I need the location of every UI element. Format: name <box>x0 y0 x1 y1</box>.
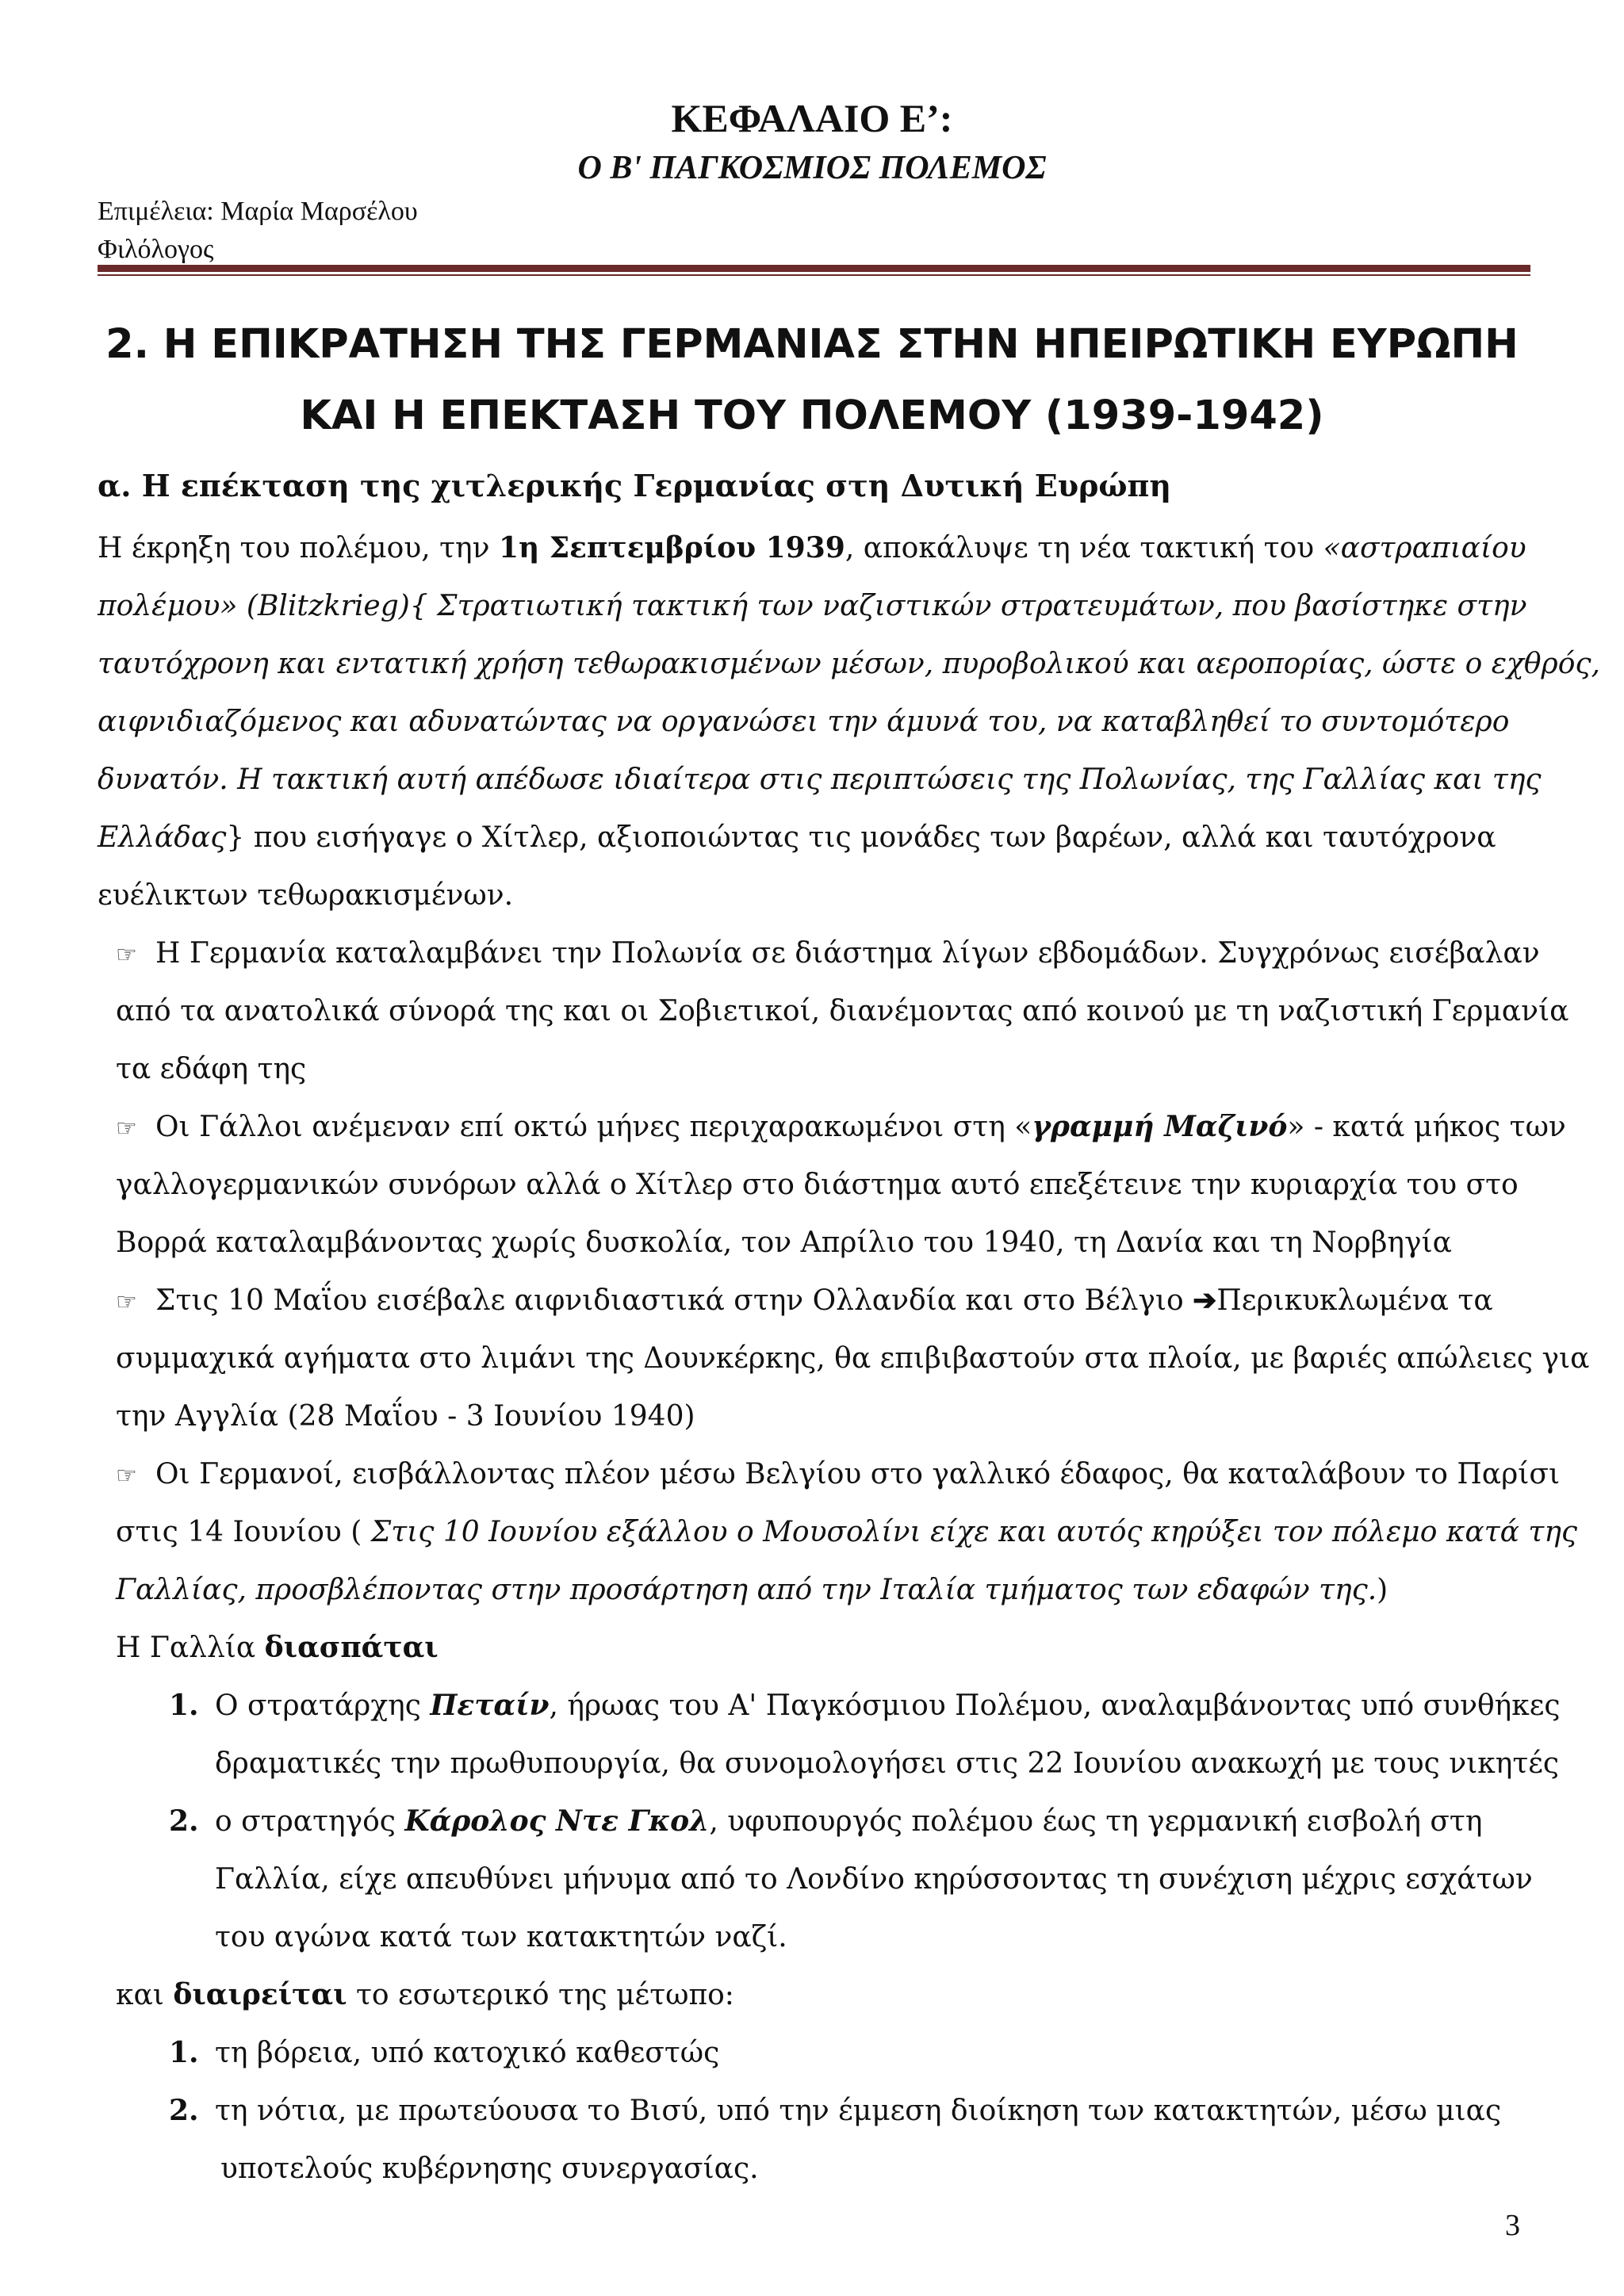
bullet-line: γαλλογερμανικών συνόρων αλλά ο Χίτλερ στο διάστημα αυτό επεξέτεινε την κυριαρχία του στο <box>116 1169 1519 1201</box>
bullet-line: από τα ανατολικά σύνορά της και οι Σοβιετικοί, διανέμοντας από κοινού με τη ναζιστική Γερμανία <box>116 995 1569 1027</box>
bullet-line: τα εδάφη της <box>116 1053 307 1085</box>
header-rule <box>98 265 1530 272</box>
france-intro: Η Γαλλία διασπάται <box>116 1631 439 1664</box>
pointing-hand-icon: ☞ <box>116 1288 137 1316</box>
document-body <box>98 519 1600 2198</box>
editor-role: Φιλόλογος <box>98 235 214 264</box>
intro-line: πολέμου» (Blitzkrieg){ Στρατιωτική τακτική των ναζιστικών στρατευμάτων, που βασίστηκε στην <box>98 590 1527 622</box>
pointing-hand-icon: ☞ <box>116 941 137 969</box>
page-number: 3 <box>1505 2209 1520 2242</box>
section-title-line1: 2. Η ΕΠΙΚΡΑΤΗΣΗ ΤΗΣ ΓΕΡΜΑΝΙΑΣ ΣΤΗΝ ΗΠΕΙΡΩΤΙΚΗ ΕΥΡΩΠΗ <box>105 321 1519 368</box>
header-rule-thin <box>98 274 1530 276</box>
numbered-item: 2. ο στρατηγός Κάρολος Ντε Γκολ, υφυπουργός πολέμου έως τη γερμανική εισβολή στη <box>169 1804 1483 1838</box>
pointing-hand-icon: ☞ <box>116 1462 137 1490</box>
chapter-title: ΚΕΦΑΛΑΙΟ Ε’: <box>671 96 953 140</box>
pointing-hand-icon: ☞ <box>116 1115 137 1142</box>
intro-line: ταυτόχρονη και εντατική χρήση τεθωρακισμένων μέσων, πυροβολικού και αεροπορίας, ώστε ο εχθρός, <box>98 648 1600 680</box>
intro-line: αιφνιδιαζόμενος και αδυνατώντας να οργανώσει την άμυνά του, να καταβληθεί το συντομότερο <box>98 706 1510 738</box>
intro-line: Ελλάδας} που εισήγαγε ο Χίτλερ, αξιοποιώντας τις μονάδες των βαρέων, αλλά και ταυτόχρονα <box>98 821 1496 854</box>
section-subheading: α. Η επέκταση της χιτλερικής Γερμανίας στη Δυτική Ευρώπη <box>98 468 1171 503</box>
arrow-right-icon: ➔ <box>1193 1284 1217 1317</box>
intro-line: Η έκρηξη του πολέμου, την 1η Σεπτεμβρίου 1939, αποκάλυψε τη νέα τακτική του «αστραπιαίου <box>98 531 1526 564</box>
numbered-item: 1. τη βόρεια, υπό κατοχικό καθεστώς <box>169 2036 720 2069</box>
numbered-item: 1. Ο στρατάρχης Πεταίν, ήρωας του Α' Παγκόσμιου Πολέμου, αναλαμβάνοντας υπό συνθήκες <box>169 1689 1561 1722</box>
numbered-item: 2. τη νότια, με πρωτεύουσα το Βισύ, υπό την έμμεση διοίκηση των κατακτητών, μέσω μιας <box>169 2094 1502 2127</box>
intro-line: δυνατόν. Η τακτική αυτή απέδωσε ιδιαίτερα στις περιπτώσεις της Πολωνίας, της Γαλλίας και της <box>98 763 1542 796</box>
editor-credit: Επιμέλεια: Μαρία Μαρσέλου <box>98 197 418 226</box>
bullet-line: στις 14 Ιουνίου ( Στις 10 Ιουνίου εξάλλου ο Μουσολίνι είχε και αυτός κηρύξει τον πόλεμο κατά της <box>116 1516 1578 1548</box>
bullet-line: συμμαχικά αγήματα στο λιμάνι της Δουνκέρκης, θα επιβιβαστούν στα πλοία, με βαριές απώλειες για <box>116 1342 1590 1375</box>
bullet-line: την Αγγλία (28 Μαΐου - 3 Ιουνίου 1940) <box>116 1400 695 1433</box>
bullet-item: ☞ Οι Γάλλοι ανέμεναν επί οκτώ μήνες περιχαρακωμένοι στη «γραμμή Μαζινό» - κατά μήκος των <box>98 1098 1533 1156</box>
bullet-item: ☞ Οι Γερμανοί, εισβάλλοντας πλέον μέσω Βελγίου στο γαλλικό έδαφος, θα καταλάβουν το Παρίσι <box>98 1445 1533 1503</box>
division-intro: και διαιρείται το εσωτερικό της μέτωπο: <box>116 1978 734 2011</box>
header-meta <box>98 193 418 269</box>
bullet-item: ☞ Στις 10 Μαΐου εισέβαλε αιφνιδιαστικά στην Ολλανδία και στο Βέλγιο ➔Περικυκλωμένα τα <box>98 1272 1533 1330</box>
bullet-line: Γαλλίας, προσβλέποντας στην προσάρτηση από την Ιταλία τμήματος των εδαφών της.) <box>116 1574 1388 1606</box>
numbered-item-line: δραματικές την πρωθυπουργία, θα συνομολογήσει στις 22 Ιουνίου ανακωχή με τους νικητές <box>215 1747 1560 1780</box>
bullet-item: ☞ Η Γερμανία καταλαμβάνει την Πολωνία σε διάστημα λίγων εβδομάδων. Συγχρόνως εισέβαλαν <box>98 924 1533 982</box>
numbered-item-line: του αγώνα κατά των κατακτητών ναζί. <box>215 1921 787 1954</box>
chapter-subtitle: Ο Β' ΠΑΓΚΟΣΜΙΟΣ ΠΟΛΕΜΟΣ <box>577 150 1047 186</box>
intro-line: ευέλικτων τεθωρακισμένων. <box>98 879 514 912</box>
numbered-item-line: Γαλλία, είχε απευθύνει μήνυμα από το Λονδίνο κηρύσσοντας τη συνέχιση μέχρις εσχάτων <box>215 1863 1533 1896</box>
section-title-line2: ΚΑΙ Η ΕΠΕΚΤΑΣΗ ΤΟΥ ΠΟΛΕΜΟΥ (1939-1942) <box>300 392 1324 439</box>
numbered-item-line: υποτελούς κυβέρνησης συνεργασίας. <box>220 2152 759 2185</box>
bullet-line: Βορρά καταλαμβάνοντας χωρίς δυσκολία, τον Απρίλιο του 1940, τη Δανία και τη Νορβηγία <box>116 1226 1452 1259</box>
